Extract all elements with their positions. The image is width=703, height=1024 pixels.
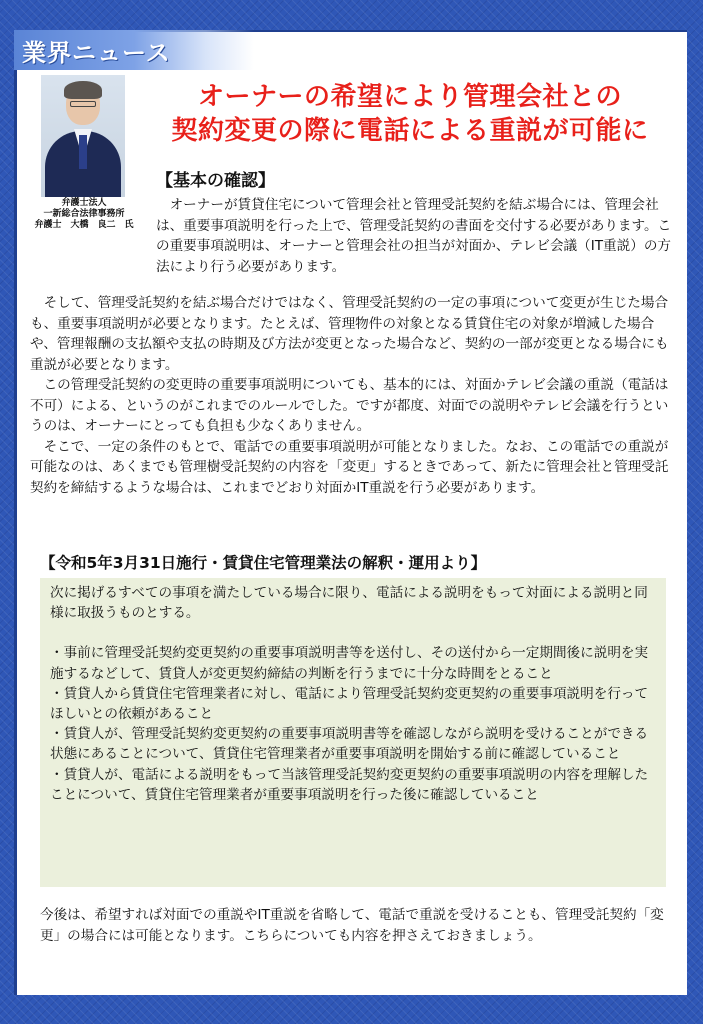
regulation-quote-box — [40, 578, 666, 887]
quote-item: ・事前に管理受託契約変更契約の重要事項説明書等を送付し、その送付から一定期間後に説明を実施するなどして、賃貸人が変更契約締結の判断を行うまでに十分な時間をとること — [50, 645, 649, 682]
article-title — [140, 80, 680, 148]
quote-intro: 次に掲げるすべての事項を満たしている場合に限り、電話による説明をもって対面による説明と同様に取扱うものとする。 — [50, 585, 648, 622]
quote-item: ・賃貸人が、電話による説明をもって当該管理受託契約変更契約の重要事項説明の内容を理解したことについて、賃貸住宅管理業者が重要事項説明を行った後に確認していること — [50, 766, 649, 803]
banner-label: 業界ニュース — [22, 39, 171, 67]
quote-item: ・賃貸人が、管理受託契約変更契約の重要事項説明書等を確認しながら説明を受けることができる状態にあることについて、賃貸住宅管理業者が重要事項説明を開始する前に確認していること — [50, 726, 649, 763]
body-paragraph: そして、管理受託契約を結ぶ場合だけではなく、管理受託契約の一定の事項について変更が生じた場合も、重要事項説明が必要となります。たとえば、管理物件の対象となる賃貸住宅の対象が増減した場合や、管理報酬の支払額や支払の時期及び方法が変更となった場合など、契約の一部が変更となる場合にも重説が必要となります。 — [30, 295, 669, 373]
title-line-2: 契約変更の際に電話による重説が可能に — [171, 116, 649, 146]
author-name: 弁護士 大橋 良二 氏 — [34, 220, 134, 230]
section-heading-regulation: 【令和5年3月31日施行・賃貸住宅管理業法の解釈・運用より】 — [40, 554, 487, 572]
author-firm-name: 一新総合法律事務所 — [43, 209, 125, 219]
quote-item: ・賃貸人から賃貸住宅管理業者に対し、電話により管理受託契約変更契約の重要事項説明を行ってほしいとの依頼があること — [50, 685, 649, 723]
section-heading-basics: 【基本の確認】 — [156, 171, 275, 191]
basics-paragraph: オーナーが賃貸住宅について管理会社と管理受託契約を結ぶ場合には、管理会社は、重要事項説明を行った上で、管理受託契約の書面を交付する必要があります。この重要事項説明は、オーナーと管理会社の担当が対面か、テレビ会議（IT重説）の方法により行う必要があります。 — [156, 197, 672, 275]
author-firm-type: 弁護士法人 — [61, 198, 107, 208]
author-credit — [30, 198, 138, 231]
title-line-1: オーナーの希望により管理会社との — [197, 82, 622, 112]
closing-paragraph: 今後は、希望すれば対面での重説やIT重説を省略して、電話で重説を受けることも、管理受託契約「変更」の場合には可能となります。こちらについても内容を押さえておきましょう。 — [40, 907, 664, 944]
section-banner — [14, 30, 254, 70]
author-photo — [41, 75, 125, 197]
body-paragraph: この管理受託契約の変更時の重要事項説明についても、基本的には、対面かテレビ会議の重説（電話は不可）による、というのがこれまでのルールでした。ですが都度、対面での説明やテレビ会議を行うというのは、オーナーにとっても負担も少なくありません。 — [30, 377, 669, 434]
article-body — [30, 293, 676, 498]
body-paragraph: そこで、一定の条件のもとで、電話での重要事項説明が可能となりました。なお、この電話での重説が可能なのは、あくまでも管理樹受託契約の内容を「変更」するときであって、新たに管理会社と管理受託契約を締結するような場合は、これまでどおり対面かIT重説を行う必要があります。 — [30, 438, 669, 496]
